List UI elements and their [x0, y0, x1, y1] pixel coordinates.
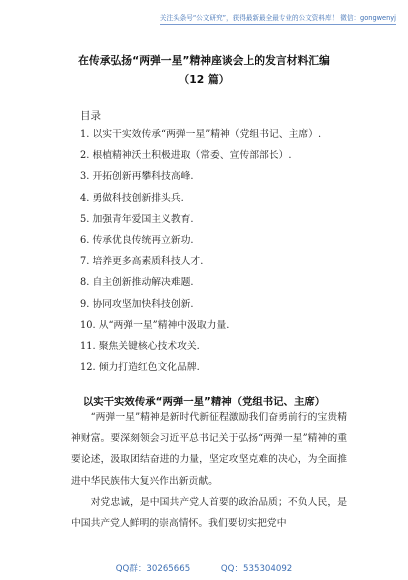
- toc-item[interactable]: 2. 根植精神沃土积极进取（常委、宣传部部长）.: [80, 150, 292, 162]
- document-subtitle: （12 篇）: [178, 73, 230, 86]
- toc-item[interactable]: 10. 从“两弹一星”精神中汲取力量.: [80, 319, 230, 331]
- toc-item[interactable]: 6. 传承优良传统再立新功.: [80, 235, 194, 247]
- toc-item[interactable]: 7. 培养更多高素质科技人才.: [80, 256, 204, 268]
- toc-heading: 目录: [80, 110, 101, 122]
- section-title: 以实干实效传承“两弹一星”精神（党组书记、主席）: [82, 396, 326, 408]
- toc-item[interactable]: 1. 以实干实效传承“两弹一星”精神（党组书记、主席）.: [80, 129, 322, 140]
- header-promo-note: 关注头条号“公文研究”，获得最新最全最专业的公文资料库！ 微信：gongwenyj: [160, 12, 396, 25]
- footer-qq-contact: QQ：535304092: [220, 564, 293, 574]
- toc-item[interactable]: 3. 开拓创新再攀科技高峰.: [80, 171, 194, 183]
- toc-item[interactable]: 5. 加强青年爱国主义教育.: [80, 213, 194, 225]
- footer-qq-group: QQ群：30265665: [115, 564, 191, 574]
- toc-item[interactable]: 12. 倾力打造红色文化品牌.: [80, 362, 200, 374]
- table-of-contents: [80, 124, 342, 378]
- toc-item[interactable]: 8. 自主创新推动解决难题.: [80, 277, 194, 289]
- toc-item[interactable]: 4. 勇做科技创新排头兵.: [80, 192, 184, 204]
- toc-item[interactable]: 9. 协同攻坚加快科技创新.: [80, 298, 194, 310]
- body-paragraph: 对党忠诚，是中国共产党人首要的政治品质；不负人民，是中国共产党人鲜明的崇高情怀。我们要切实把党中: [71, 497, 347, 530]
- document-title: 在传承弘扬“两弹一星”精神座谈会上的发言材料汇编: [78, 54, 330, 67]
- toc-item[interactable]: 11. 聚焦关键核心技术攻关.: [80, 341, 200, 353]
- page-footer: [0, 562, 408, 574]
- body-paragraph: “两弹一星”精神是新时代新征程激励我们奋勇前行的宝贵精神财富。要深刻领会习近平总书记关于弘扬“两弹一星”精神的重要论述，汲取团结奋进的力量，坚定攻坚克难的决心，为全面推进中华民族伟大复兴作出新贡献。: [71, 412, 347, 487]
